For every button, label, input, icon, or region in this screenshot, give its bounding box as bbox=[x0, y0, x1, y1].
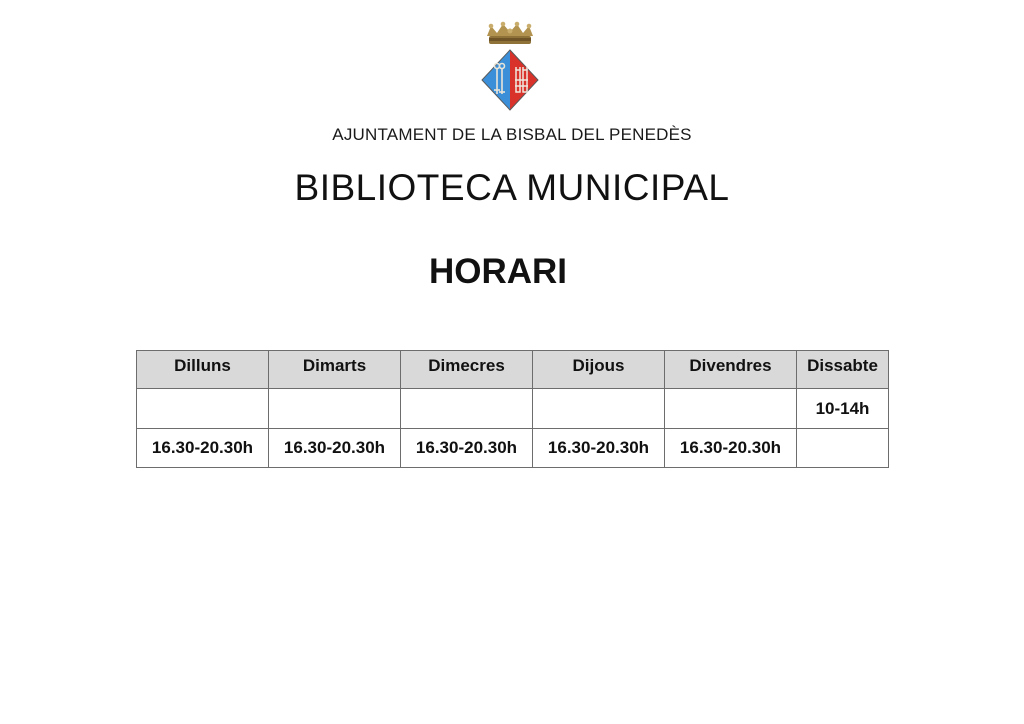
hours-cell-saturday bbox=[797, 429, 889, 468]
hours-cell-monday bbox=[137, 389, 269, 429]
day-header-tuesday: Dimarts bbox=[269, 351, 401, 389]
opening-hours-table bbox=[136, 350, 889, 468]
day-header-wednesday: Dimecres bbox=[401, 351, 533, 389]
hours-cell-friday bbox=[665, 389, 797, 429]
coat-of-arms-icon bbox=[475, 20, 545, 116]
hours-cell-saturday: 10-14h bbox=[797, 389, 889, 429]
hours-cell-friday: 16.30-20.30h bbox=[665, 429, 797, 468]
schedule-heading: HORARI bbox=[428, 252, 568, 291]
crown-icon bbox=[487, 22, 533, 44]
table-row bbox=[137, 389, 889, 429]
day-header-monday: Dilluns bbox=[137, 351, 269, 389]
hours-cell-wednesday bbox=[401, 389, 533, 429]
library-name: BIBLIOTECA MUNICIPAL bbox=[294, 167, 730, 208]
table-header-row bbox=[137, 351, 889, 389]
shield-icon bbox=[482, 50, 538, 110]
day-header-friday: Divendres bbox=[665, 351, 797, 389]
hours-cell-thursday: 16.30-20.30h bbox=[533, 429, 665, 468]
hours-cell-tuesday: 16.30-20.30h bbox=[269, 429, 401, 468]
hours-cell-tuesday bbox=[269, 389, 401, 429]
hours-cell-monday: 16.30-20.30h bbox=[137, 429, 269, 468]
day-header-saturday: Dissabte bbox=[797, 351, 889, 389]
hours-cell-wednesday: 16.30-20.30h bbox=[401, 429, 533, 468]
hours-cell-thursday bbox=[533, 389, 665, 429]
table-row bbox=[137, 429, 889, 468]
municipality-name: AJUNTAMENT DE LA BISBAL DEL PENEDÈS bbox=[332, 125, 692, 144]
day-header-thursday: Dijous bbox=[533, 351, 665, 389]
